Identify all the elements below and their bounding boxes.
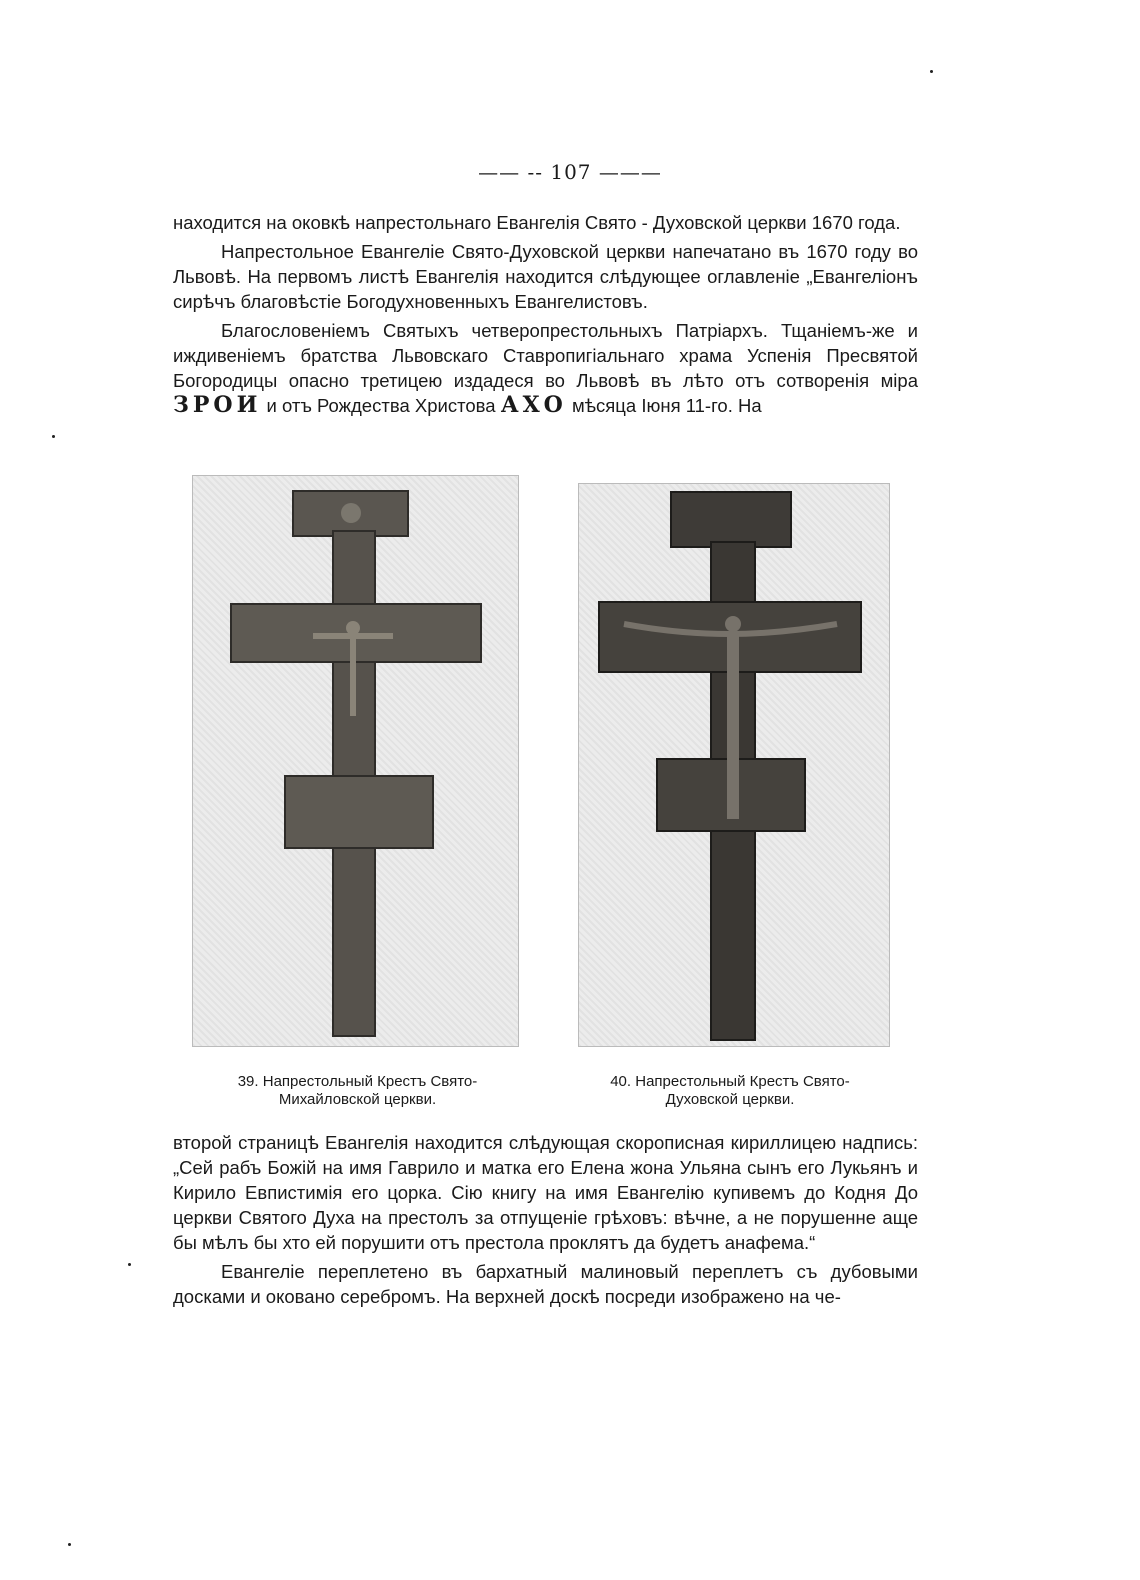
- page-number: —— -- 107 ———: [478, 160, 662, 184]
- year-slavonic-2: АХО: [500, 392, 567, 418]
- paragraph-5: Евангеліе переплетено въ бархатный малиновый переплетъ съ дубовыми досками и окованo серебромъ. На верхней доскѣ посреди изображено на че-: [173, 1261, 918, 1307]
- paragraph-3-part-a: Благословеніемъ Святыхъ четверопрестольныхъ Патріархъ. Тщаніемъ-же и иждивеніемъ братства Львовскаго Ставропигіальнаго храма Успенія Пресвятой Богородицы опасно третицею издадеся во Львовѣ въ лѣто отъ сотворенія міра: [173, 320, 918, 391]
- top-text-block: [173, 210, 918, 422]
- scan-speck: [52, 435, 55, 438]
- paragraph-1: находится на оковкѣ напрестольнаго Евангелія Свято - Духовской церкви 1670 года.: [173, 212, 901, 233]
- figure-39-caption: [205, 1073, 510, 1109]
- year-slavonic-1: ЗРОИ: [173, 392, 262, 418]
- figure-39-number: 39.: [237, 1073, 259, 1090]
- figure-40-caption: [575, 1073, 885, 1109]
- figure-40-cross-photo: [578, 483, 890, 1047]
- scan-speck: [930, 70, 933, 73]
- paragraph-2: Напрестольное Евангеліе Свято-Духовской церкви напечатано въ 1670 году во Львовѣ. На первомъ листѣ Евангелія находится слѣдующее оглавленіе „Евангеліонъ сирѣчъ благовѣстіе Богодухновенныхъ Евангелистовъ.: [173, 241, 918, 312]
- cross-39-illustration: [193, 476, 518, 1046]
- paragraph-3: [173, 318, 918, 418]
- figure-40-caption-text: Напрестольный Крестъ Свято-Духовской церкви.: [635, 1073, 850, 1108]
- figure-39-caption-text: Напрестольный Крестъ Свято-Михайловской церкви.: [262, 1073, 478, 1108]
- figure-39-cross-photo: [192, 475, 519, 1047]
- bottom-text-block: [173, 1130, 918, 1313]
- scan-speck: [128, 1263, 131, 1266]
- paragraph-3-part-c: мѣсяца Іюня 11-го. На: [571, 395, 762, 416]
- cross-40-illustration: [579, 484, 889, 1046]
- scan-speck: [68, 1543, 71, 1546]
- paragraph-4: второй страницѣ Евангелія находится слѣдующая скорописная кириллицею надпись: „Сей рабъ Божій на имя Гаврило и матка его Елена жона Ульяна сынъ его Лукьянъ и Кирило Евпистимія его цорка. Сію книгу на имя Евангелію купивемъ до Кодня До церкви Святого Духа на престолъ за отпущеніе грѣховъ: вѣчне, а не порушенне аще бы мѣлъ бы хто ей порушити отъ престола проклятъ да будетъ анафема.“: [173, 1132, 918, 1253]
- figure-40-number: 40.: [610, 1073, 632, 1090]
- paragraph-3-part-b: и отъ Рождества Христова: [266, 395, 496, 416]
